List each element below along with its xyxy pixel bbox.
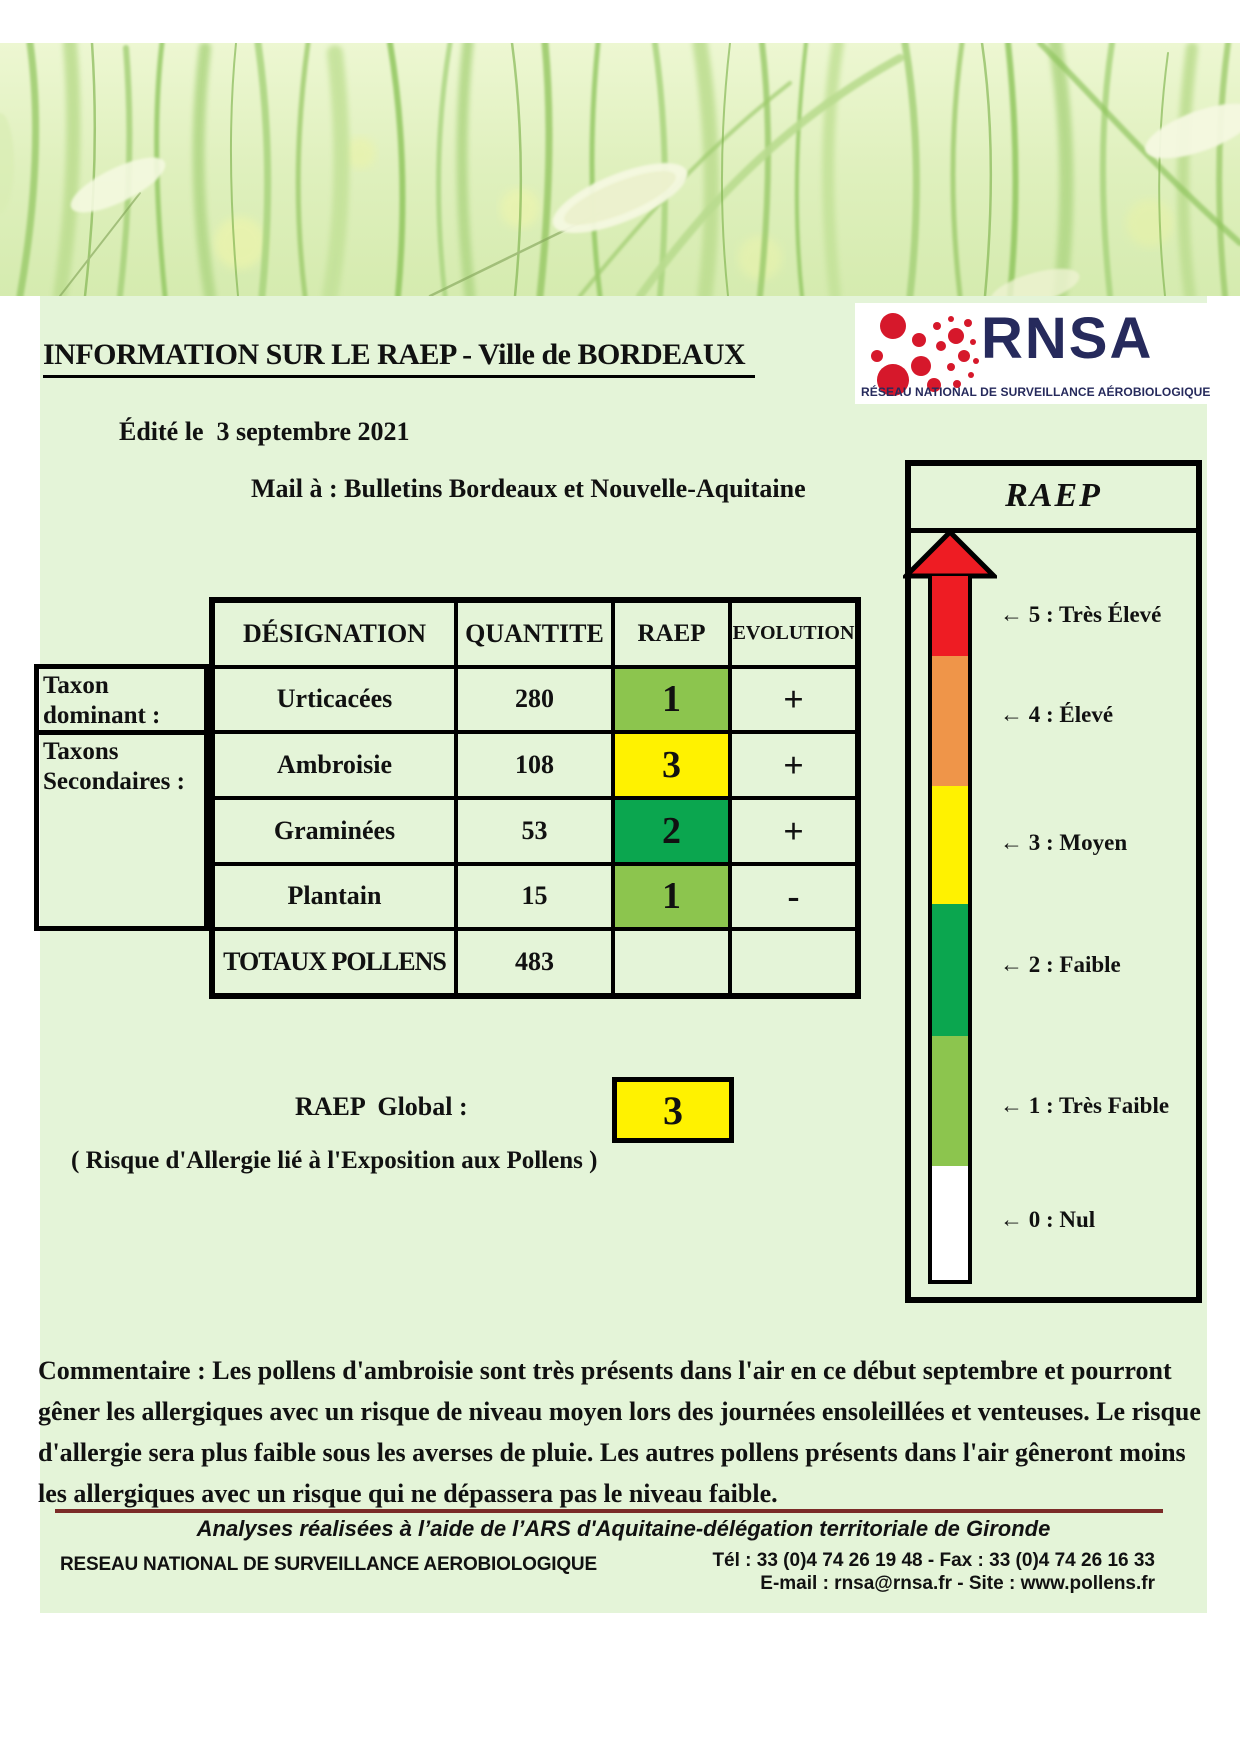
grass-photo-banner [0, 43, 1240, 296]
table-row-quantity: 280 [456, 667, 613, 733]
footer-organization: RESEAU NATIONAL DE SURVEILLANCE AEROBIOLOGIQUE [60, 1554, 597, 1575]
raep-global-label: RAEP Global : [295, 1092, 468, 1121]
page-title: INFORMATION SUR LE RAEP - Ville de BORDEAUX [43, 338, 755, 378]
scale-segment-nul [932, 1166, 968, 1280]
edited-date: Édité le 3 septembre 2021 [119, 417, 410, 446]
scale-segment-moyen [932, 786, 968, 904]
rnsa-logo-tagline: RÉSEAU NATIONAL DE SURVEILLANCE AÉROBIOLOGIQUE [861, 385, 1211, 399]
col-header-evolution: EVOLUTION [730, 601, 857, 667]
raep-global-caption: ( Risque d'Allergie lié à l'Exposition aux Pollens ) [71, 1147, 598, 1174]
table-row-designation: Ambroisie [213, 732, 456, 798]
scale-label-5: ← 5 : Très Élevé [1000, 602, 1162, 627]
scale-segment-faible [932, 904, 968, 1036]
table-row-designation: Plantain [213, 864, 456, 930]
table-row-raep-value: 1 [613, 864, 730, 930]
scale-label-3: ← 3 : Moyen [1000, 830, 1128, 855]
table-row-quantity: 108 [456, 732, 613, 798]
col-header-raep: RAEP [613, 601, 730, 667]
total-pollens-quantity: 483 [456, 929, 613, 995]
taxons-secondaires-label: Taxons Secondaires : [43, 738, 185, 795]
total-evolution-empty-cell [730, 929, 857, 995]
col-header-designation: DÉSIGNATION [213, 601, 456, 667]
raep-scale-arrow-shaft [928, 576, 972, 1284]
table-row-evolution: - [730, 864, 857, 930]
table-row-evolution: + [730, 732, 857, 798]
scale-segment-tres-faible [932, 1036, 968, 1166]
table-row-evolution: + [730, 798, 857, 864]
taxon-dominant-label: Taxon dominant : [43, 672, 161, 729]
footer-divider [55, 1509, 1163, 1513]
table-row-quantity: 15 [456, 864, 613, 930]
scale-segment-eleve [932, 656, 968, 786]
table-row-raep-value: 1 [613, 667, 730, 733]
taxon-dominant-section [39, 669, 204, 735]
footer-email-site: E-mail : rnsa@rnsa.fr - Site : www.pollens.fr [760, 1573, 1155, 1594]
scale-label-0: ← 0 : Nul [1000, 1207, 1096, 1232]
table-row-designation: Urticacées [213, 667, 456, 733]
total-raep-empty-cell [613, 929, 730, 995]
raep-global-value-box: 3 [612, 1077, 734, 1143]
rnsa-logo-text: RNSA [981, 306, 1154, 371]
raep-scale-title: RAEP [911, 466, 1196, 533]
table-row-quantity: 53 [456, 798, 613, 864]
scale-segment-tres-eleve [932, 576, 968, 656]
grass-photo [0, 43, 1240, 296]
mail-recipients: Mail à : Bulletins Bordeaux et Nouvelle-Aquitaine [251, 474, 806, 503]
scale-label-1: ← 1 : Très Faible [1000, 1093, 1170, 1118]
table-row-raep-value: 3 [613, 732, 730, 798]
scale-label-2: ← 2 : Faible [1000, 952, 1121, 977]
scale-label-4: ← 4 : Élevé [1000, 702, 1114, 727]
total-pollens-label: TOTAUX POLLENS [213, 929, 456, 995]
table-row-raep-value: 2 [613, 798, 730, 864]
footer-tel-fax: Tél : 33 (0)4 74 26 19 48 - Fax : 33 (0)4 74 26 16 33 [712, 1550, 1155, 1571]
rnsa-logo [855, 303, 1210, 404]
pollen-table [209, 597, 861, 999]
taxon-group-box [34, 664, 209, 931]
footer-analyses-note: Analyses réalisées à l’aide de l’ARS d'Aquitaine-délégation territoriale de Gironde [196, 1516, 1051, 1541]
commentary-paragraph: Commentaire : Les pollens d'ambroisie sont très présents dans l'air en ce début septembre et pourront gêner les allergiques avec un risque de niveau moyen lors des journées ensoleillées et venteuses. Le risque d'allergie sera plus faible sous les averses de pluie. Les autres pollens présents dans l'air gêneront moins les allergiques avec un risque qui ne dépassera pas le niveau faible. [38, 1356, 1201, 1508]
col-header-quantite: QUANTITE [456, 601, 613, 667]
table-row-evolution: + [730, 667, 857, 733]
table-row-designation: Graminées [213, 798, 456, 864]
taxons-secondaires-section [39, 735, 204, 799]
